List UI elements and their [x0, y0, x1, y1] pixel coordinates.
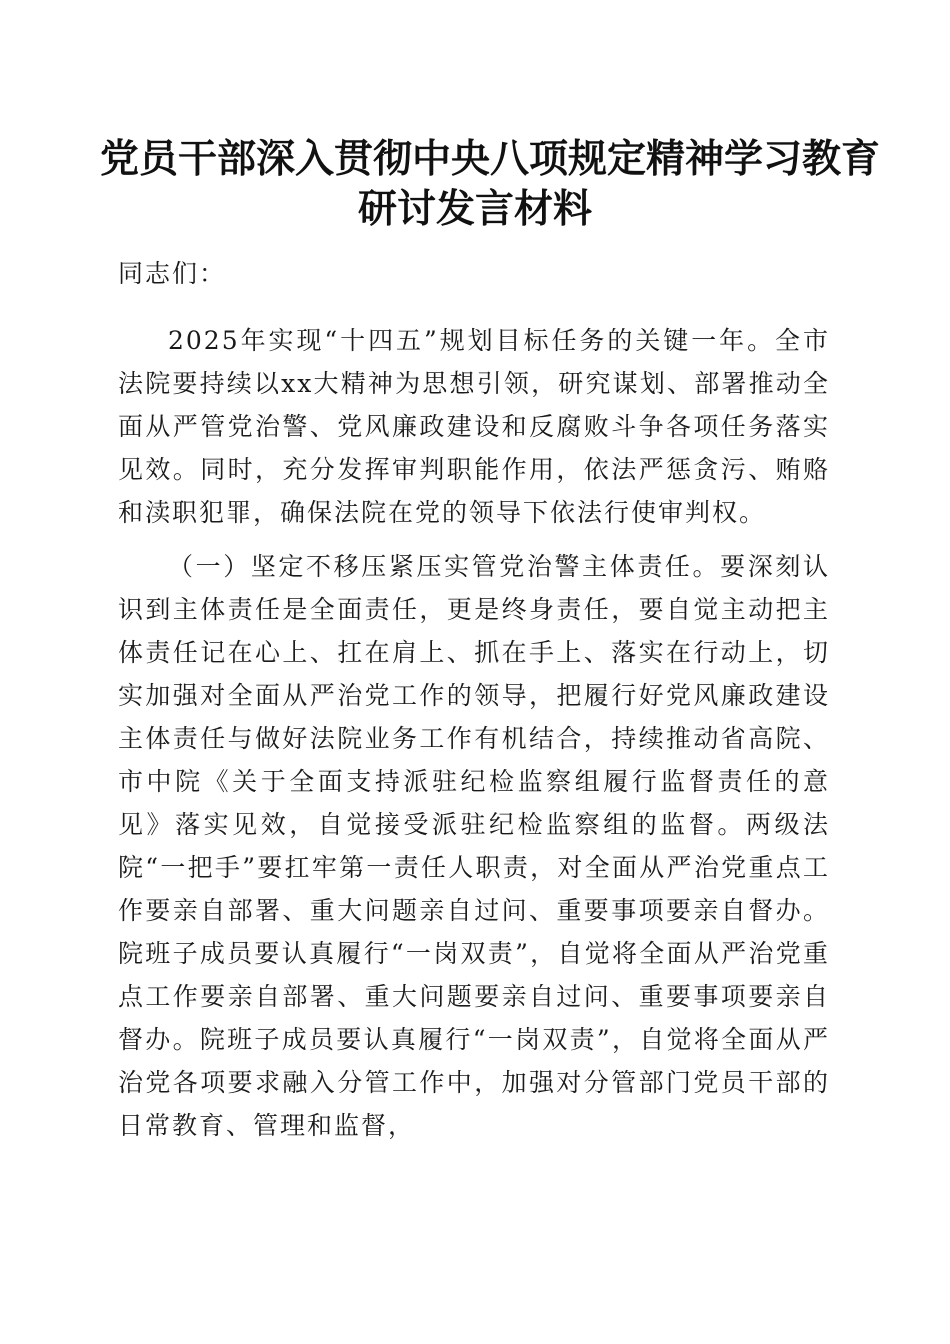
- document-title-line-2: 研讨发言材料: [357, 186, 592, 232]
- paragraph-2-body: 要深刻认识到主体责任是全面责任，更是终身责任，要自觉主动把主体责任记在心上、扛在肩上、抓在手上、落实在行动上，切实加强对全面从严治党工作的领导，把履行好党风廉政建设主体责任与做好法院业务工作有机结合，持续推动省高院、市中院《关于全面支持派驻纪检监察组履行监督责任的意见》落实见效，自觉接受派驻纪检监察组的监督。两级法院“一把手”要扛牢第一责任人职责，对全面从严治党重点工作要亲自部署、重大问题亲自过问、重要事项要亲自督办。院班子成员要认真履行“一岗双责”，自觉将全面从严治党重点工作要亲自部署、重大问题要亲自过问、重要事项要亲自督办。院班子成员要认真履行“一岗双责”，自觉将全面从严治党各项要求融入分管工作中，加强对分管部门党员干部的日常教育、管理和监督，: [118, 552, 830, 1140]
- greeting: 同志们：: [118, 259, 227, 288]
- section-heading: （一）坚定不移压紧压实管党治警主体责任。: [168, 552, 721, 581]
- paragraph-2: [118, 545, 830, 1147]
- paragraph-1: 2025年实现“十四五”规划目标任务的关键一年。全市法院要持续以xx大精神为思想引领，研究谋划、部署推动全面从严管党治警、党风廉政建设和反腐败斗争各项任务落实见效。同时，充分发挥审判职能作用，依法严惩贪污、贿赂和渎职犯罪，确保法院在党的领导下依法行使审判权。: [118, 326, 830, 527]
- document-title-line-1: 党员干部深入贯彻中央八项规定精神学习教育: [100, 136, 881, 182]
